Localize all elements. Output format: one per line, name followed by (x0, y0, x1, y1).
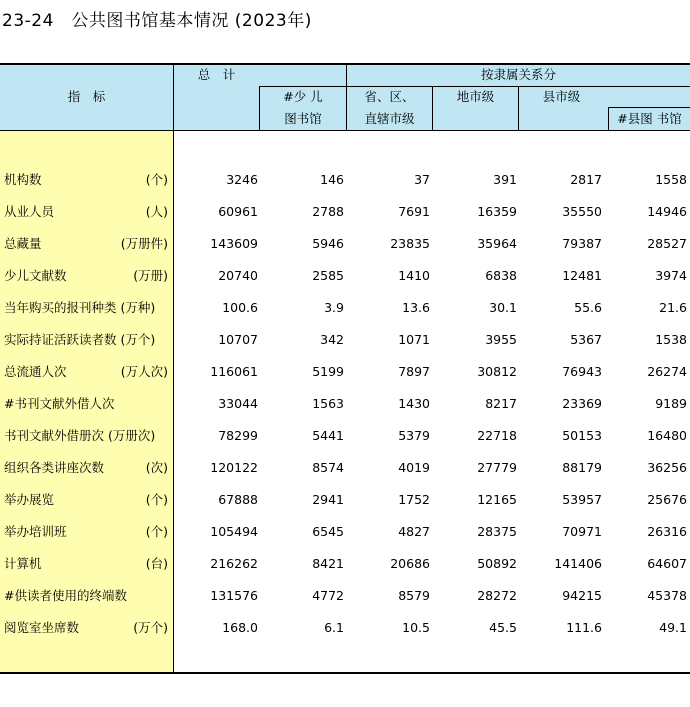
row-label: 书刊文献外借册次 (万册次) (4, 428, 156, 443)
row-value: 16359 (477, 204, 517, 219)
table-row (0, 394, 690, 414)
row-value: 64607 (647, 556, 687, 571)
row-value: 94215 (562, 588, 602, 603)
row-value: 21.6 (659, 300, 687, 315)
row-value: 5199 (312, 364, 344, 379)
header-bottom-rule (0, 130, 690, 131)
row-unit: (人) (145, 204, 168, 219)
row-value: 1410 (398, 268, 430, 283)
table-row (0, 490, 690, 510)
table-row (0, 586, 690, 606)
row-label: 从业人员 (4, 204, 55, 219)
row-value: 1563 (312, 396, 344, 411)
row-value: 141406 (554, 556, 602, 571)
header-children-line1: #少 儿 (283, 89, 323, 104)
row-value: 12481 (562, 268, 602, 283)
row-value: 146 (320, 172, 344, 187)
row-unit: (万册件) (120, 236, 168, 251)
row-value: 2941 (312, 492, 344, 507)
row-value: 35550 (562, 204, 602, 219)
header-county: 县市级 (542, 89, 581, 104)
row-unit: (个) (145, 524, 168, 539)
row-value: 216262 (210, 556, 258, 571)
row-label: 总流通人次 (4, 364, 67, 379)
row-value: 1558 (655, 172, 687, 187)
row-label: 总藏量 (4, 236, 42, 251)
table-row (0, 234, 690, 254)
row-value: 116061 (210, 364, 258, 379)
row-value: 2817 (570, 172, 602, 187)
row-unit: (台) (145, 556, 168, 571)
table-top-rule (0, 63, 690, 65)
row-value: 7897 (398, 364, 430, 379)
row-value: 45.5 (489, 620, 517, 635)
row-value: 9189 (655, 396, 687, 411)
header-provincial-line1: 省、区、 (364, 89, 415, 104)
row-label: 阅览室坐席数 (4, 620, 80, 635)
table-row (0, 202, 690, 222)
row-label: 计算机 (4, 556, 42, 571)
row-value: 342 (320, 332, 344, 347)
row-value: 50892 (477, 556, 517, 571)
row-value: 27779 (477, 460, 517, 475)
row-value: 28272 (477, 588, 517, 603)
table-row (0, 330, 690, 350)
row-value: 3246 (226, 172, 258, 187)
row-value: 3.9 (324, 300, 344, 315)
row-value: 168.0 (222, 620, 258, 635)
row-value: 4772 (312, 588, 344, 603)
row-unit: (万人次) (120, 364, 168, 379)
header-indicator: 指 标 (67, 89, 106, 104)
row-value: 26316 (647, 524, 687, 539)
table-row (0, 522, 690, 542)
row-value: 76943 (562, 364, 602, 379)
row-value: 8421 (312, 556, 344, 571)
row-value: 45378 (647, 588, 687, 603)
header-divider-children (259, 86, 346, 87)
row-value: 28375 (477, 524, 517, 539)
row-value: 1752 (398, 492, 430, 507)
row-value: 30.1 (489, 300, 517, 315)
row-label: 当年购买的报刊种类 (万种) (4, 300, 156, 315)
row-label: 实际持证活跃读者数 (万个) (4, 332, 156, 347)
row-value: 100.6 (222, 300, 258, 315)
header-total: 总 计 (197, 67, 236, 82)
row-value: 20686 (390, 556, 430, 571)
row-label: 举办培训班 (4, 524, 67, 539)
row-value: 70971 (562, 524, 602, 539)
row-value: 6.1 (324, 620, 344, 635)
header-children-line2: 图书馆 (284, 111, 322, 126)
row-value: 391 (493, 172, 517, 187)
page-title: 23-24 公共图书馆基本情况 (2023年) (2, 11, 312, 31)
row-value: 3955 (485, 332, 517, 347)
row-label: #书刊文献外借人次 (4, 396, 115, 411)
row-value: 131576 (210, 588, 258, 603)
row-value: 120122 (210, 460, 258, 475)
row-value: 7691 (398, 204, 430, 219)
table-row (0, 426, 690, 446)
row-unit: (个) (145, 172, 168, 187)
row-value: 25676 (647, 492, 687, 507)
row-value: 8217 (485, 396, 517, 411)
row-value: 20740 (218, 268, 258, 283)
row-value: 53957 (562, 492, 602, 507)
row-value: 1071 (398, 332, 430, 347)
row-label: 机构数 (4, 172, 42, 187)
row-value: 67888 (218, 492, 258, 507)
row-value: 105494 (210, 524, 258, 539)
row-value: 111.6 (566, 620, 602, 635)
row-value: 50153 (562, 428, 602, 443)
header-affiliation: 按隶属关系分 (480, 67, 556, 82)
table-bottom-rule (0, 672, 690, 674)
table-row (0, 362, 690, 382)
row-value: 23835 (390, 236, 430, 251)
row-value: 26274 (647, 364, 687, 379)
header-prefecture: 地市级 (456, 89, 495, 104)
header-provincial-line2: 直辖市级 (364, 111, 415, 126)
header-divider-county-lib (608, 107, 690, 108)
row-value: 8579 (398, 588, 430, 603)
row-value: 5367 (570, 332, 602, 347)
row-value: 79387 (562, 236, 602, 251)
row-unit: (次) (145, 460, 168, 475)
row-value: 10707 (218, 332, 258, 347)
table-row (0, 266, 690, 286)
row-value: 3974 (655, 268, 687, 283)
row-value: 8574 (312, 460, 344, 475)
header-county-library: #县图 书馆 (617, 111, 682, 126)
row-value: 16480 (647, 428, 687, 443)
row-value: 36256 (647, 460, 687, 475)
row-value: 35964 (477, 236, 517, 251)
row-value: 22718 (477, 428, 517, 443)
row-value: 49.1 (659, 620, 687, 635)
row-value: 5441 (312, 428, 344, 443)
row-value: 6545 (312, 524, 344, 539)
row-value: 143609 (210, 236, 258, 251)
table-row (0, 554, 690, 574)
row-value: 14946 (647, 204, 687, 219)
row-label: #供读者使用的终端数 (4, 588, 127, 603)
row-label: 举办展览 (4, 492, 55, 507)
row-unit: (万个) (133, 620, 168, 635)
row-value: 13.6 (402, 300, 430, 315)
row-value: 4827 (398, 524, 430, 539)
row-value: 2585 (312, 268, 344, 283)
row-value: 2788 (312, 204, 344, 219)
row-value: 60961 (218, 204, 258, 219)
table-row (0, 170, 690, 190)
row-value: 37 (414, 172, 430, 187)
row-value: 30812 (477, 364, 517, 379)
row-unit: (个) (145, 492, 168, 507)
row-unit: (万册) (133, 268, 168, 283)
row-value: 88179 (562, 460, 602, 475)
row-value: 4019 (398, 460, 430, 475)
row-value: 33044 (218, 396, 258, 411)
row-value: 55.6 (574, 300, 602, 315)
row-value: 5946 (312, 236, 344, 251)
row-value: 10.5 (402, 620, 430, 635)
table-row (0, 458, 690, 478)
row-value: 28527 (647, 236, 687, 251)
row-value: 1538 (655, 332, 687, 347)
row-value: 1430 (398, 396, 430, 411)
row-value: 23369 (562, 396, 602, 411)
row-value: 12165 (477, 492, 517, 507)
row-label: 少儿文献数 (4, 268, 67, 283)
table-row (0, 618, 690, 638)
table-row (0, 298, 690, 318)
row-label: 组织各类讲座次数 (4, 460, 105, 475)
row-value: 5379 (398, 428, 430, 443)
row-value: 6838 (485, 268, 517, 283)
row-value: 78299 (218, 428, 258, 443)
